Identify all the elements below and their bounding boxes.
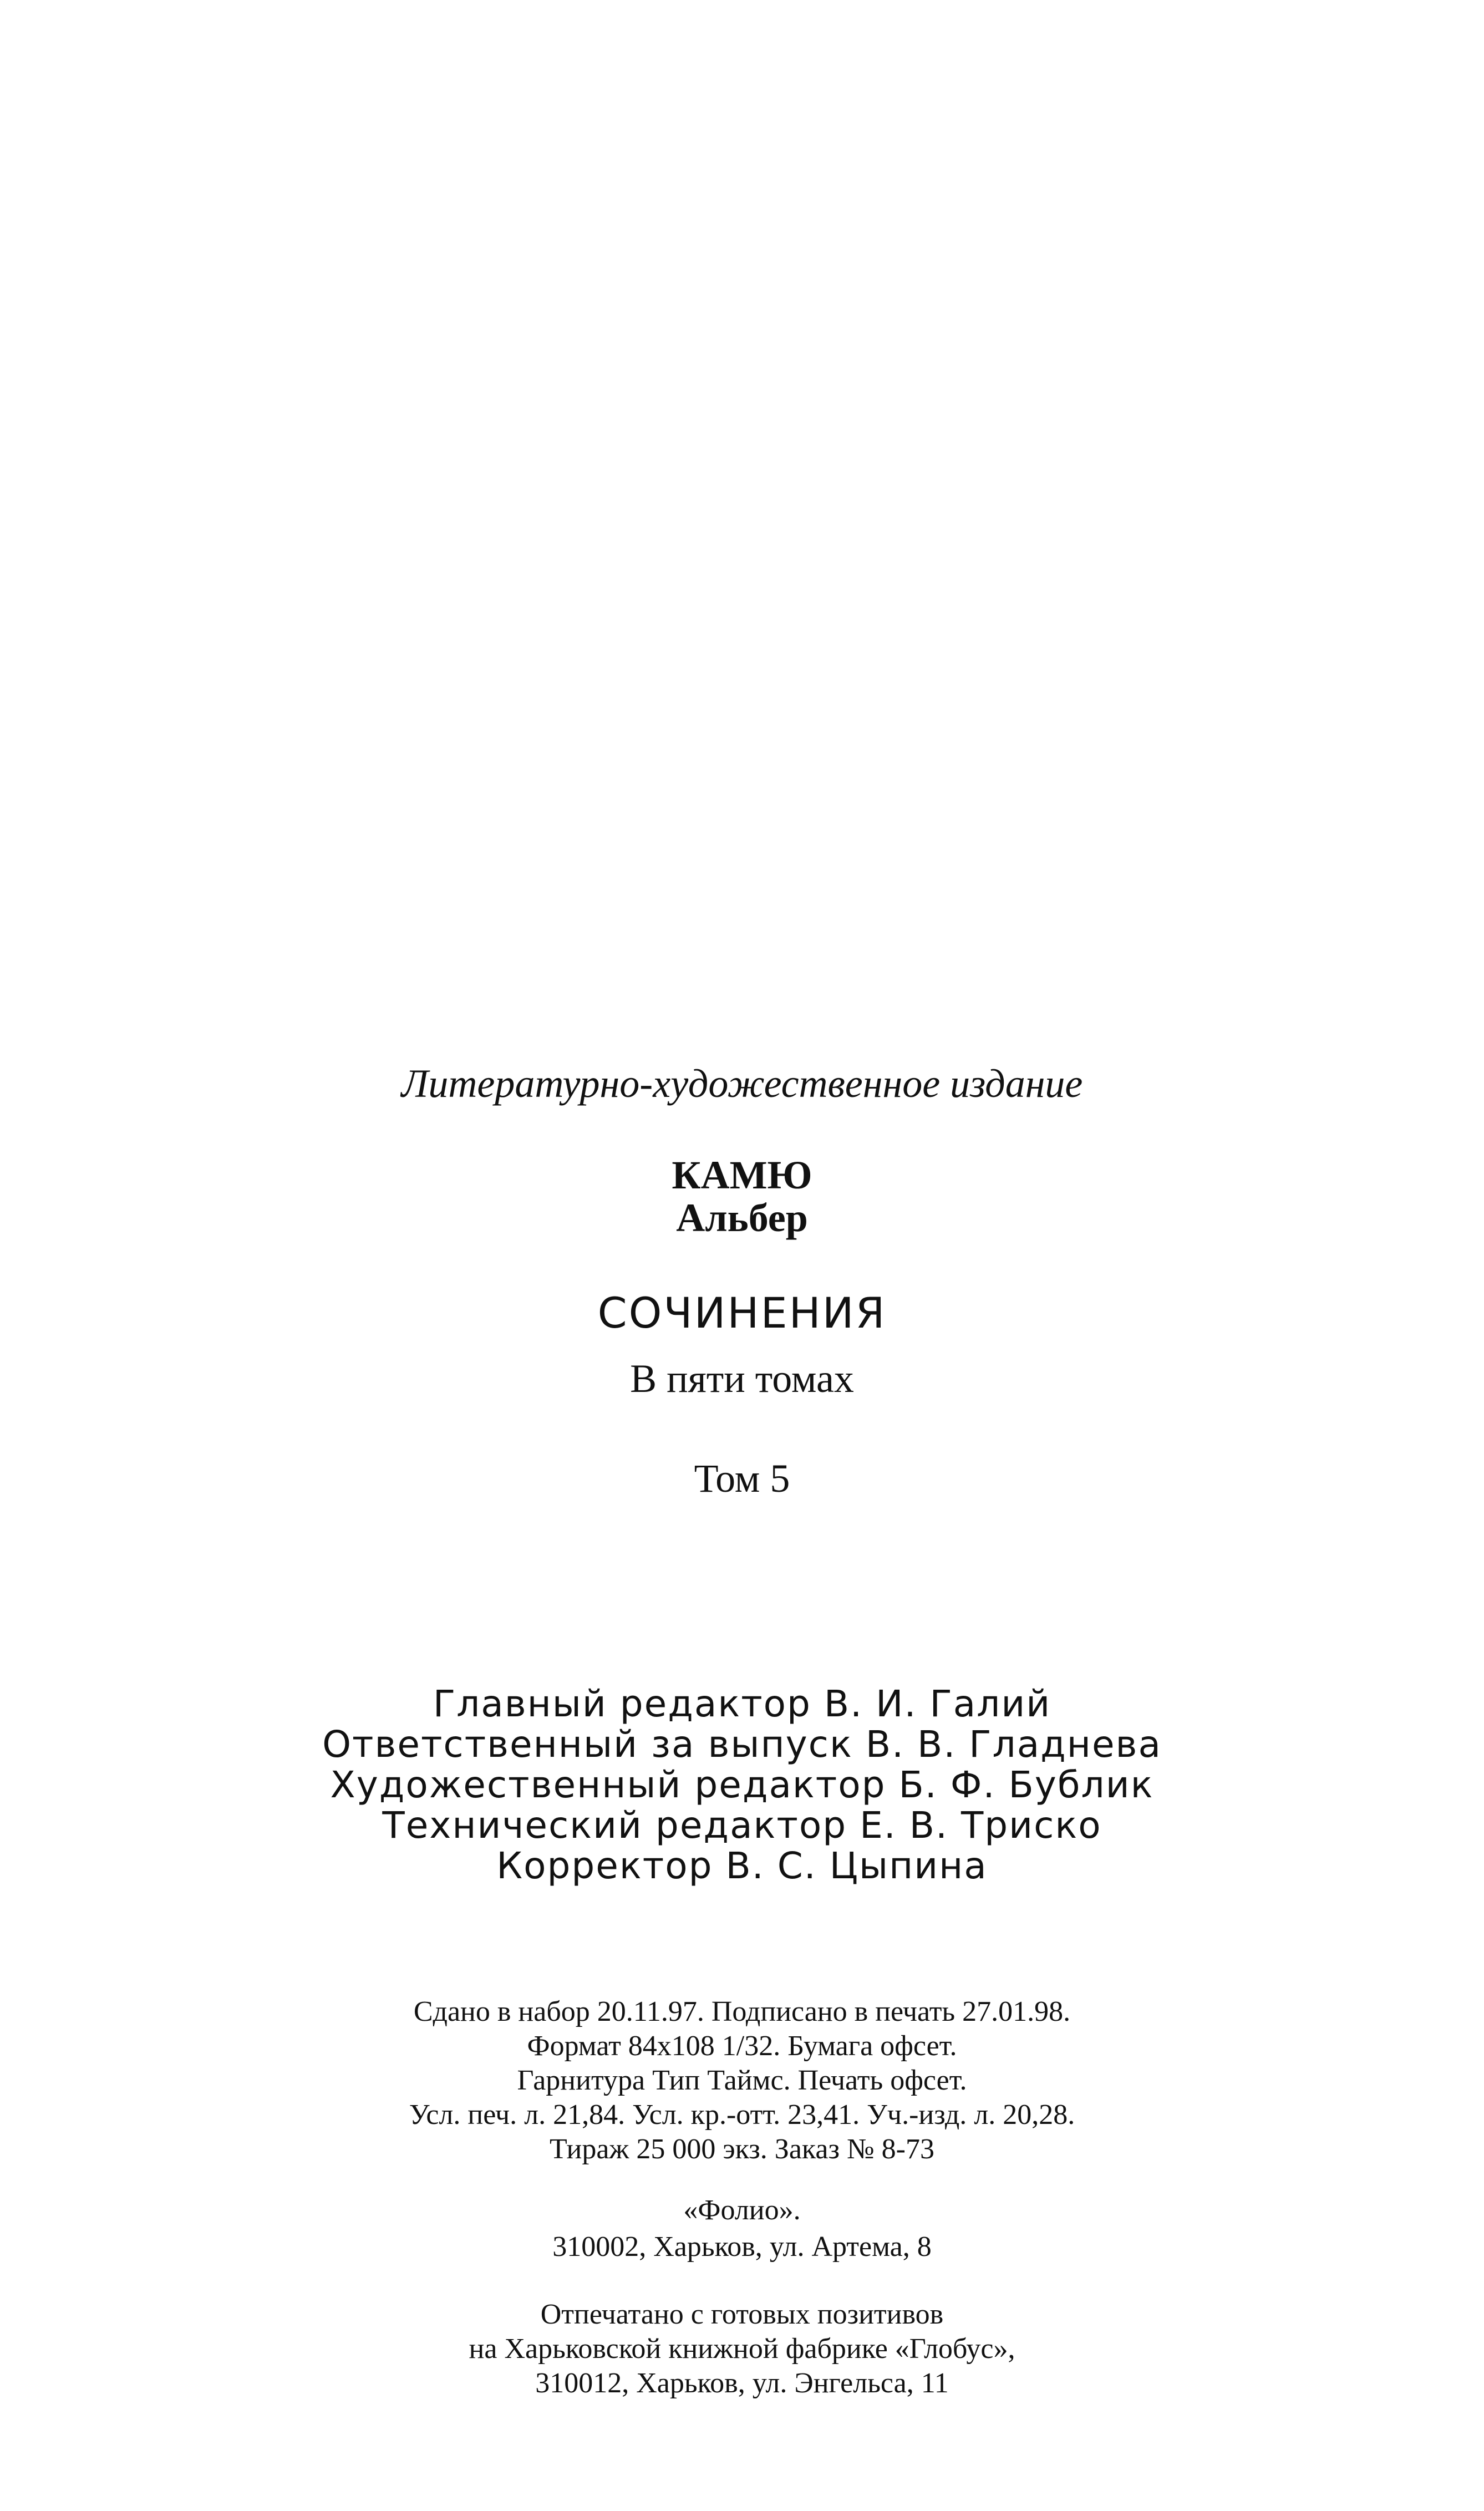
volumes-note: В пяти томах bbox=[630, 1356, 854, 1401]
publisher-name: «Фолио». bbox=[683, 2194, 801, 2226]
printer-line: Отпечатано с готовых позитивов bbox=[540, 2299, 944, 2330]
credit-line: Технический редактор Е. В. Триско bbox=[382, 1804, 1102, 1847]
credit-line: Главный редактор В. И. Галий bbox=[433, 1683, 1051, 1725]
author-firstname: Альбер bbox=[676, 1196, 808, 1240]
imprint-line: Тираж 25 000 экз. Заказ № 8-73 bbox=[550, 2133, 934, 2165]
edition-type: Литературно-художественное издание bbox=[401, 1061, 1083, 1106]
credit-line: Корректор В. С. Цыпина bbox=[496, 1844, 988, 1887]
imprint-line: Гарнитура Тип Таймс. Печать офсет. bbox=[517, 2065, 967, 2096]
imprint-line: Сдано в набор 20.11.97. Подписано в печать 27.01.98. bbox=[413, 1996, 1071, 2027]
publisher-address: 310002, Харьков, ул. Артема, 8 bbox=[552, 2231, 932, 2263]
imprint-line: Формат 84x108 1/32. Бумага офсет. bbox=[527, 2030, 957, 2062]
printer-line: на Харьковской книжной фабрике «Глобус», bbox=[469, 2333, 1015, 2365]
credit-line: Художественный редактор Б. Ф. Бублик bbox=[330, 1763, 1154, 1806]
author-surname: КАМЮ bbox=[672, 1153, 812, 1197]
work-title: СОЧИНЕНИЯ bbox=[597, 1288, 887, 1338]
credit-line: Ответственный за выпуск В. В. Гладнева bbox=[322, 1723, 1162, 1766]
volume-number: Том 5 bbox=[694, 1456, 790, 1501]
printer-line: 310012, Харьков, ул. Энгельса, 11 bbox=[535, 2367, 949, 2399]
imprint-line: Усл. печ. л. 21,84. Усл. кр.-отт. 23,41. Уч.-изд. л. 20,28. bbox=[409, 2099, 1075, 2131]
